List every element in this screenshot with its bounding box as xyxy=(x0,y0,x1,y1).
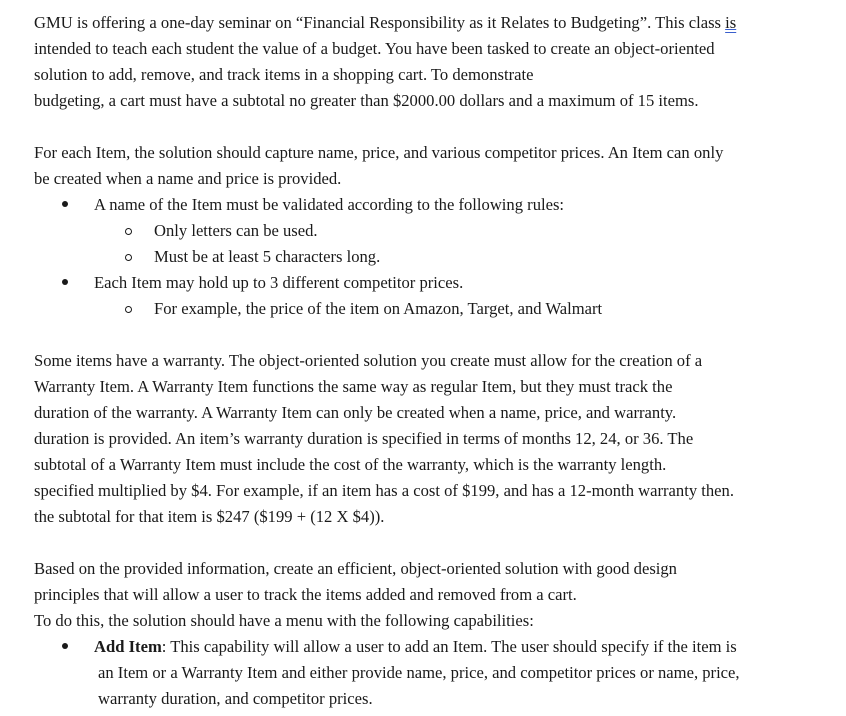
paragraph-warranty-line-5: subtotal of a Warranty Item must include the cost of the warranty, which is the warranty length. xyxy=(34,455,667,474)
underlined-word: is xyxy=(725,13,737,32)
sub-bullet-example xyxy=(34,296,824,322)
paragraph-design-line-3: To do this, the solution should have a menu with the following capabilities: xyxy=(34,611,534,630)
bullet-text: Each Item may hold up to 3 different competitor prices. xyxy=(94,273,464,292)
bullet-name-validation xyxy=(34,192,824,218)
paragraph-intro-line-3: solution to add, remove, and track items in a shopping cart. To demonstrate xyxy=(34,65,534,84)
bullet-text: : This capability will allow a user to add an Item. The user should specify if the item is xyxy=(161,637,737,656)
paragraph-intro-line-1 xyxy=(34,10,824,36)
sub-bullet-text: Must be at least 5 characters long. xyxy=(154,247,381,266)
circle-bullet-icon xyxy=(125,244,132,270)
paragraph-warranty-line-4: duration is provided. An item’s warranty duration is specified in terms of months 12, 24, or 36. The xyxy=(34,429,694,448)
paragraph-design-line-1: Based on the provided information, create an efficient, object-oriented solution with good design xyxy=(34,559,677,578)
paragraph-intro-line-4: budgeting, a cart must have a subtotal no greater than $2000.00 dollars and a maximum of 15 items. xyxy=(34,91,699,110)
bullet-add-item-cont-2: warranty duration, and competitor prices. xyxy=(98,689,373,708)
sub-bullet-length xyxy=(34,244,824,270)
paragraph-item-line-2: be created when a name and price is provided. xyxy=(34,169,342,188)
paragraph-warranty-line-2: Warranty Item. A Warranty Item functions the same way as regular Item, but they must track the xyxy=(34,377,673,396)
paragraph-design-line-2: principles that will allow a user to track the items added and removed from a cart. xyxy=(34,585,577,604)
paragraph-item-line-1: For each Item, the solution should capture name, price, and various competitor prices. An Item can only xyxy=(34,143,724,162)
bullet-competitor-prices xyxy=(34,270,824,296)
paragraph-warranty-line-6: specified multiplied by $4. For example, if an item has a cost of $199, and has a 12-month warranty then. xyxy=(34,481,734,500)
bullet-dot-icon xyxy=(62,634,68,660)
paragraph-warranty-line-7: the subtotal for that item is $247 ($199 + (12 X $4)). xyxy=(34,507,385,526)
paragraph-intro-line-2: intended to teach each student the value of a budget. You have been tasked to create an object-oriented xyxy=(34,39,715,58)
circle-bullet-icon xyxy=(125,218,132,244)
sub-bullet-text: Only letters can be used. xyxy=(154,221,318,240)
document-body xyxy=(34,10,824,712)
bullet-add-item xyxy=(34,634,824,660)
bullet-heading: Add Item xyxy=(94,637,162,656)
bullet-text: A name of the Item must be validated according to the following rules: xyxy=(94,195,565,214)
paragraph-warranty-line-3: duration of the warranty. A Warranty Item can only be created when a name, price, and warranty. xyxy=(34,403,677,422)
sub-bullet-text: For example, the price of the item on Amazon, Target, and Walmart xyxy=(154,299,603,318)
intro-text: GMU is offering a one-day seminar on “Financial Responsibility as it Relates to Budgeting”. This class xyxy=(34,13,726,32)
sub-bullet-letters xyxy=(34,218,824,244)
paragraph-warranty-line-1: Some items have a warranty. The object-oriented solution you create must allow for the creation of a xyxy=(34,351,703,370)
bullet-add-item-cont-1: an Item or a Warranty Item and either provide name, price, and competitor prices or name, price, xyxy=(98,663,740,682)
bullet-dot-icon xyxy=(62,270,68,296)
circle-bullet-icon xyxy=(125,296,132,322)
bullet-dot-icon xyxy=(62,192,68,218)
